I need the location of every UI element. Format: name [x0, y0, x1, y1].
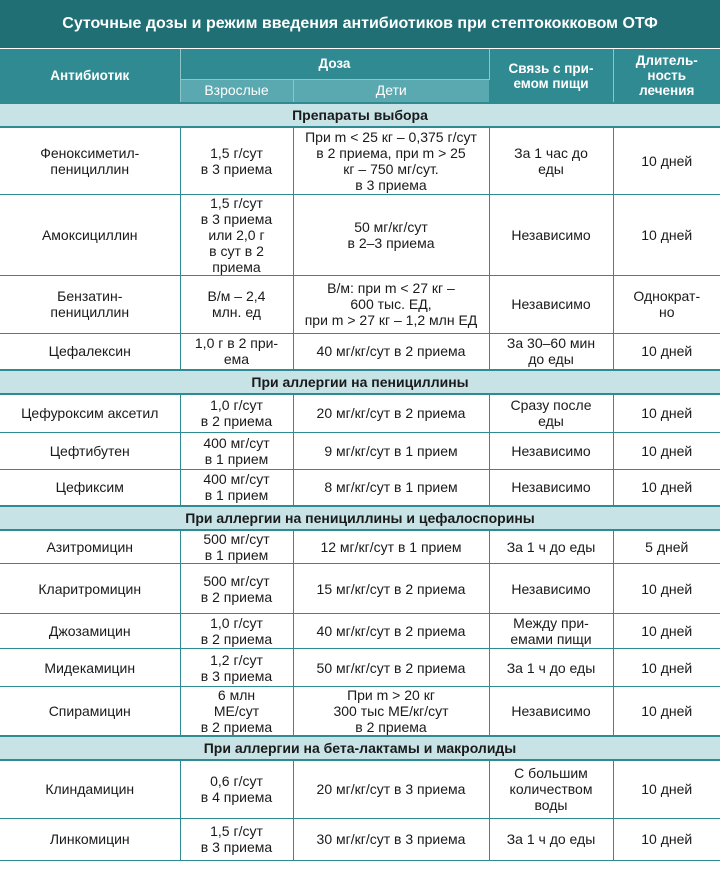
- cell-food-relation: С большим количеством воды: [489, 760, 613, 818]
- table-row: [0, 530, 720, 564]
- cell-food-relation: За 1 ч до еды: [489, 818, 613, 860]
- cell-adult-dose: 1,0 г/сут в 2 приема: [180, 394, 293, 432]
- table-row: [0, 194, 720, 275]
- cell-duration: 10 дней: [613, 194, 720, 275]
- table-row: [0, 275, 720, 333]
- table-title: Суточные дозы и режим введения антибиотиков при стептококковом ОТФ: [0, 0, 720, 49]
- cell-child-dose: При m > 20 кг 300 тыс МЕ/кг/сут в 2 приема: [293, 687, 489, 737]
- cell-food-relation: За 1 час до еды: [489, 127, 613, 194]
- cell-child-dose: 40 мг/кг/сут в 2 приема: [293, 614, 489, 649]
- section-title: При аллергии на пенициллины и цефалоспорины: [0, 506, 720, 530]
- cell-antibiotic: Джозамицин: [0, 614, 180, 649]
- table-row: [0, 469, 720, 506]
- cell-food-relation: Независимо: [489, 469, 613, 506]
- table-row: [0, 127, 720, 194]
- cell-antibiotic: Амоксициллин: [0, 194, 180, 275]
- cell-food-relation: Между при- емами пищи: [489, 614, 613, 649]
- cell-antibiotic: Мидекамицин: [0, 649, 180, 687]
- cell-child-dose: 50 мг/кг/сут в 2 приема: [293, 649, 489, 687]
- cell-antibiotic: Бензатин- пенициллин: [0, 275, 180, 333]
- cell-antibiotic: Спирамицин: [0, 687, 180, 737]
- cell-adult-dose: 1,2 г/сут в 3 приема: [180, 649, 293, 687]
- cell-duration: 10 дней: [613, 649, 720, 687]
- table-row: [0, 394, 720, 432]
- header-dose: Доза: [180, 49, 489, 79]
- cell-duration: 10 дней: [613, 333, 720, 370]
- cell-food-relation: Независимо: [489, 687, 613, 737]
- cell-food-relation: Независимо: [489, 275, 613, 333]
- cell-duration: 10 дней: [613, 127, 720, 194]
- header-adults: Взрослые: [180, 79, 293, 103]
- cell-duration: Однократ- но: [613, 275, 720, 333]
- cell-child-dose: 12 мг/кг/сут в 1 прием: [293, 530, 489, 564]
- cell-antibiotic: Линкомицин: [0, 818, 180, 860]
- table-row: [0, 649, 720, 687]
- cell-duration: 5 дней: [613, 530, 720, 564]
- cell-adult-dose: 400 мг/сут в 1 прием: [180, 469, 293, 506]
- cell-child-dose: 20 мг/кг/сут в 2 приема: [293, 394, 489, 432]
- section-title: При аллергии на бета-лактамы и макролиды: [0, 736, 720, 760]
- cell-adult-dose: 500 мг/сут в 2 приема: [180, 564, 293, 614]
- cell-food-relation: За 30–60 мин до еды: [489, 333, 613, 370]
- cell-adult-dose: 1,0 г/сут в 2 приема: [180, 614, 293, 649]
- cell-antibiotic: Клиндамицин: [0, 760, 180, 818]
- cell-antibiotic: Цефиксим: [0, 469, 180, 506]
- cell-child-dose: 8 мг/кг/сут в 1 прием: [293, 469, 489, 506]
- cell-adult-dose: 0,6 г/сут в 4 приема: [180, 760, 293, 818]
- header-children: Дети: [293, 79, 489, 103]
- cell-child-dose: 40 мг/кг/сут в 2 приема: [293, 333, 489, 370]
- table-row: [0, 818, 720, 860]
- cell-antibiotic: Цефалексин: [0, 333, 180, 370]
- cell-duration: 10 дней: [613, 469, 720, 506]
- cell-duration: 10 дней: [613, 432, 720, 469]
- cell-duration: 10 дней: [613, 760, 720, 818]
- cell-adult-dose: 1,0 г в 2 при- ема: [180, 333, 293, 370]
- table-row: [0, 564, 720, 614]
- cell-adult-dose: 500 мг/сут в 1 прием: [180, 530, 293, 564]
- cell-duration: 10 дней: [613, 687, 720, 737]
- cell-adult-dose: 6 млн МЕ/сут в 2 приема: [180, 687, 293, 737]
- cell-adult-dose: 400 мг/сут в 1 прием: [180, 432, 293, 469]
- section-header: [0, 506, 720, 530]
- cell-child-dose: 20 мг/кг/сут в 3 приема: [293, 760, 489, 818]
- cell-food-relation: Независимо: [489, 432, 613, 469]
- cell-adult-dose: В/м – 2,4 млн. ед: [180, 275, 293, 333]
- cell-child-dose: В/м: при m < 27 кг – 600 тыс. ЕД, при m > 27 кг – 1,2 млн ЕД: [293, 275, 489, 333]
- cell-duration: 10 дней: [613, 564, 720, 614]
- table-body: [0, 103, 720, 860]
- cell-duration: 10 дней: [613, 818, 720, 860]
- cell-antibiotic: Феноксиметил- пенициллин: [0, 127, 180, 194]
- dosage-table: [0, 49, 720, 861]
- cell-food-relation: Сразу после еды: [489, 394, 613, 432]
- table-row: [0, 333, 720, 370]
- section-header: [0, 370, 720, 394]
- cell-antibiotic: Кларитромицин: [0, 564, 180, 614]
- cell-antibiotic: Цефтибутен: [0, 432, 180, 469]
- cell-adult-dose: 1,5 г/сут в 3 приема: [180, 127, 293, 194]
- cell-food-relation: Независимо: [489, 564, 613, 614]
- section-title: При аллергии на пенициллины: [0, 370, 720, 394]
- section-header: [0, 103, 720, 127]
- header-antibiotic: Антибиотик: [0, 49, 180, 103]
- header-duration: Длитель- ность лечения: [613, 49, 720, 103]
- table-row: [0, 432, 720, 469]
- cell-antibiotic: Цефуроксим аксетил: [0, 394, 180, 432]
- cell-food-relation: За 1 ч до еды: [489, 530, 613, 564]
- cell-food-relation: Независимо: [489, 194, 613, 275]
- cell-adult-dose: 1,5 г/сут в 3 приема или 2,0 г в сут в 2 приема: [180, 194, 293, 275]
- cell-child-dose: 50 мг/кг/сут в 2–3 приема: [293, 194, 489, 275]
- cell-food-relation: За 1 ч до еды: [489, 649, 613, 687]
- cell-child-dose: При m < 25 кг – 0,375 г/сут в 2 приема, при m > 25 кг – 750 мг/сут. в 3 приема: [293, 127, 489, 194]
- table-row: [0, 760, 720, 818]
- table-row: [0, 687, 720, 737]
- cell-child-dose: 9 мг/кг/сут в 1 прием: [293, 432, 489, 469]
- section-header: [0, 736, 720, 760]
- cell-duration: 10 дней: [613, 614, 720, 649]
- cell-antibiotic: Азитромицин: [0, 530, 180, 564]
- header-food-relation: Связь с при- емом пищи: [489, 49, 613, 103]
- cell-child-dose: 30 мг/кг/сут в 3 приема: [293, 818, 489, 860]
- cell-adult-dose: 1,5 г/сут в 3 приема: [180, 818, 293, 860]
- section-title: Препараты выбора: [0, 103, 720, 127]
- cell-child-dose: 15 мг/кг/сут в 2 приема: [293, 564, 489, 614]
- table-row: [0, 614, 720, 649]
- cell-duration: 10 дней: [613, 394, 720, 432]
